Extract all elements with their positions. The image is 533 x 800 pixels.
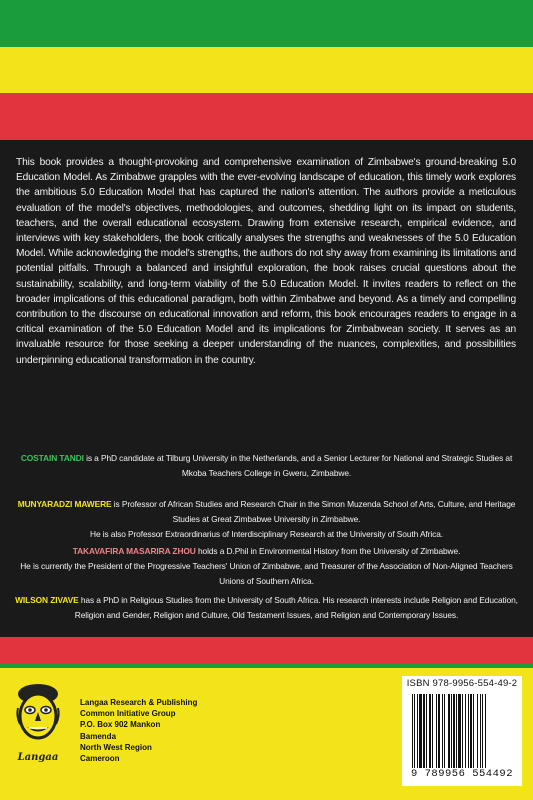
isbn-barcode [402, 676, 522, 786]
publisher-line: Bamenda [80, 731, 117, 741]
author-name: TAKAVAFIRA MASARIRA ZHOU [72, 546, 196, 556]
publisher-line: Langaa Research & Publishing [80, 698, 198, 707]
publisher-line: Cameroon [80, 754, 120, 764]
publisher-address [80, 697, 197, 764]
author-bio-text: is Professor of African Studies and Research Chair in the Simon Muzenda School of Arts, Culture, and Heritage Studies at Great Zimbabwe University in Zimbabwe. [111, 499, 516, 524]
flag-stripe-green [0, 0, 533, 47]
mask-face-icon [17, 684, 58, 738]
isbn-label: ISBN 978-9956-554-49-2 [406, 678, 518, 689]
author-bio-tandi [14, 451, 519, 481]
flag-stripe-red [0, 93, 533, 140]
author-bio-zhou [14, 544, 519, 589]
author-bio-zivave [14, 593, 519, 623]
publisher-line: Common Initiative Group [80, 709, 176, 719]
author-name: MUNYARADZI MAWERE [17, 499, 112, 509]
flag-stripe-red-bottom [0, 637, 533, 664]
barcode-bars [412, 694, 512, 768]
publisher-line: P.O. Box 902 Mankon [80, 720, 161, 730]
logo-wordmark: Langaa [17, 752, 59, 763]
author-name: COSTAIN TANDI [20, 453, 84, 463]
publisher-logo [12, 680, 64, 768]
book-blurb: This book provides a thought-provoking and comprehensive examination of Zimbabwe's ground-breaking 5.0 Education Model. As Zimbabwe grapples with the ever-evolving landscape of education, this timely work explores the ambitious 5.0 Education Model that has captured the nation's attention. The authors provide a meticulous evaluation of the model's objectives, methodologies, and outcomes, shedding light on its impact on students, teachers, and the overall educational ecosystem. Drawing from extensive research, empirical evidence, and interviews with key stakeholders, the book critically analyses the strengths and weaknesses of the 5.0 Education Model. While acknowledging the model's strengths, the authors do not shy away from examining its limitations and potential pitfalls. Through a balanced and insightful exploration, the book raises crucial questions about the sustainability, scalability, and long-term viability of the 5.0 Education Model. It invites readers to reflect on the broader implications of this educational paradigm, both within Zimbabwe and beyond. As a timely and compelling contribution to the discourse on educational innovation and reform, this book encourages readers to engage in a critical examination of the 5.0 Education Model and its implications for Zimbabwean society. It serves as an invaluable resource for those seeking a deeper understanding of the nuances, complexities, and possibilities underpinning educational transformation in the country. [16, 157, 516, 366]
barcode-digits: 9 789956 554492 [410, 768, 513, 780]
author-bio-mawere [14, 497, 519, 542]
author-bio-extra: He is currently the President of the Progressive Teachers' Union of Zimbabwe, and Treasurer of the Association of Non-Aligned Teachers Unions of Southern Africa. [20, 561, 513, 586]
author-name: WILSON ZIVAVE [15, 595, 79, 605]
flag-stripe-yellow [0, 47, 533, 93]
publisher-line: North West Region [80, 742, 152, 752]
author-bio-extra: He is also Professor Extraordinarius of Interdisciplinary Research at the University of South Africa. [90, 529, 443, 539]
author-bio-text: has a PhD in Religious Studies from the University of South Africa. His research interests include Religion and Education, Religion and Gender, Religion and Culture, Old Testament Issues, and Religion and Contemporary Issues. [74, 595, 518, 620]
author-bio-text: holds a D.Phil in Environmental History from the University of Zimbabwe. [195, 546, 461, 556]
author-bio-text: is a PhD candidate at Tilburg University in the Netherlands, and a Senior Lecturer for National and Strategic Studies at Mkoba Teachers College in Gweru, Zimbabwe. [83, 453, 513, 478]
